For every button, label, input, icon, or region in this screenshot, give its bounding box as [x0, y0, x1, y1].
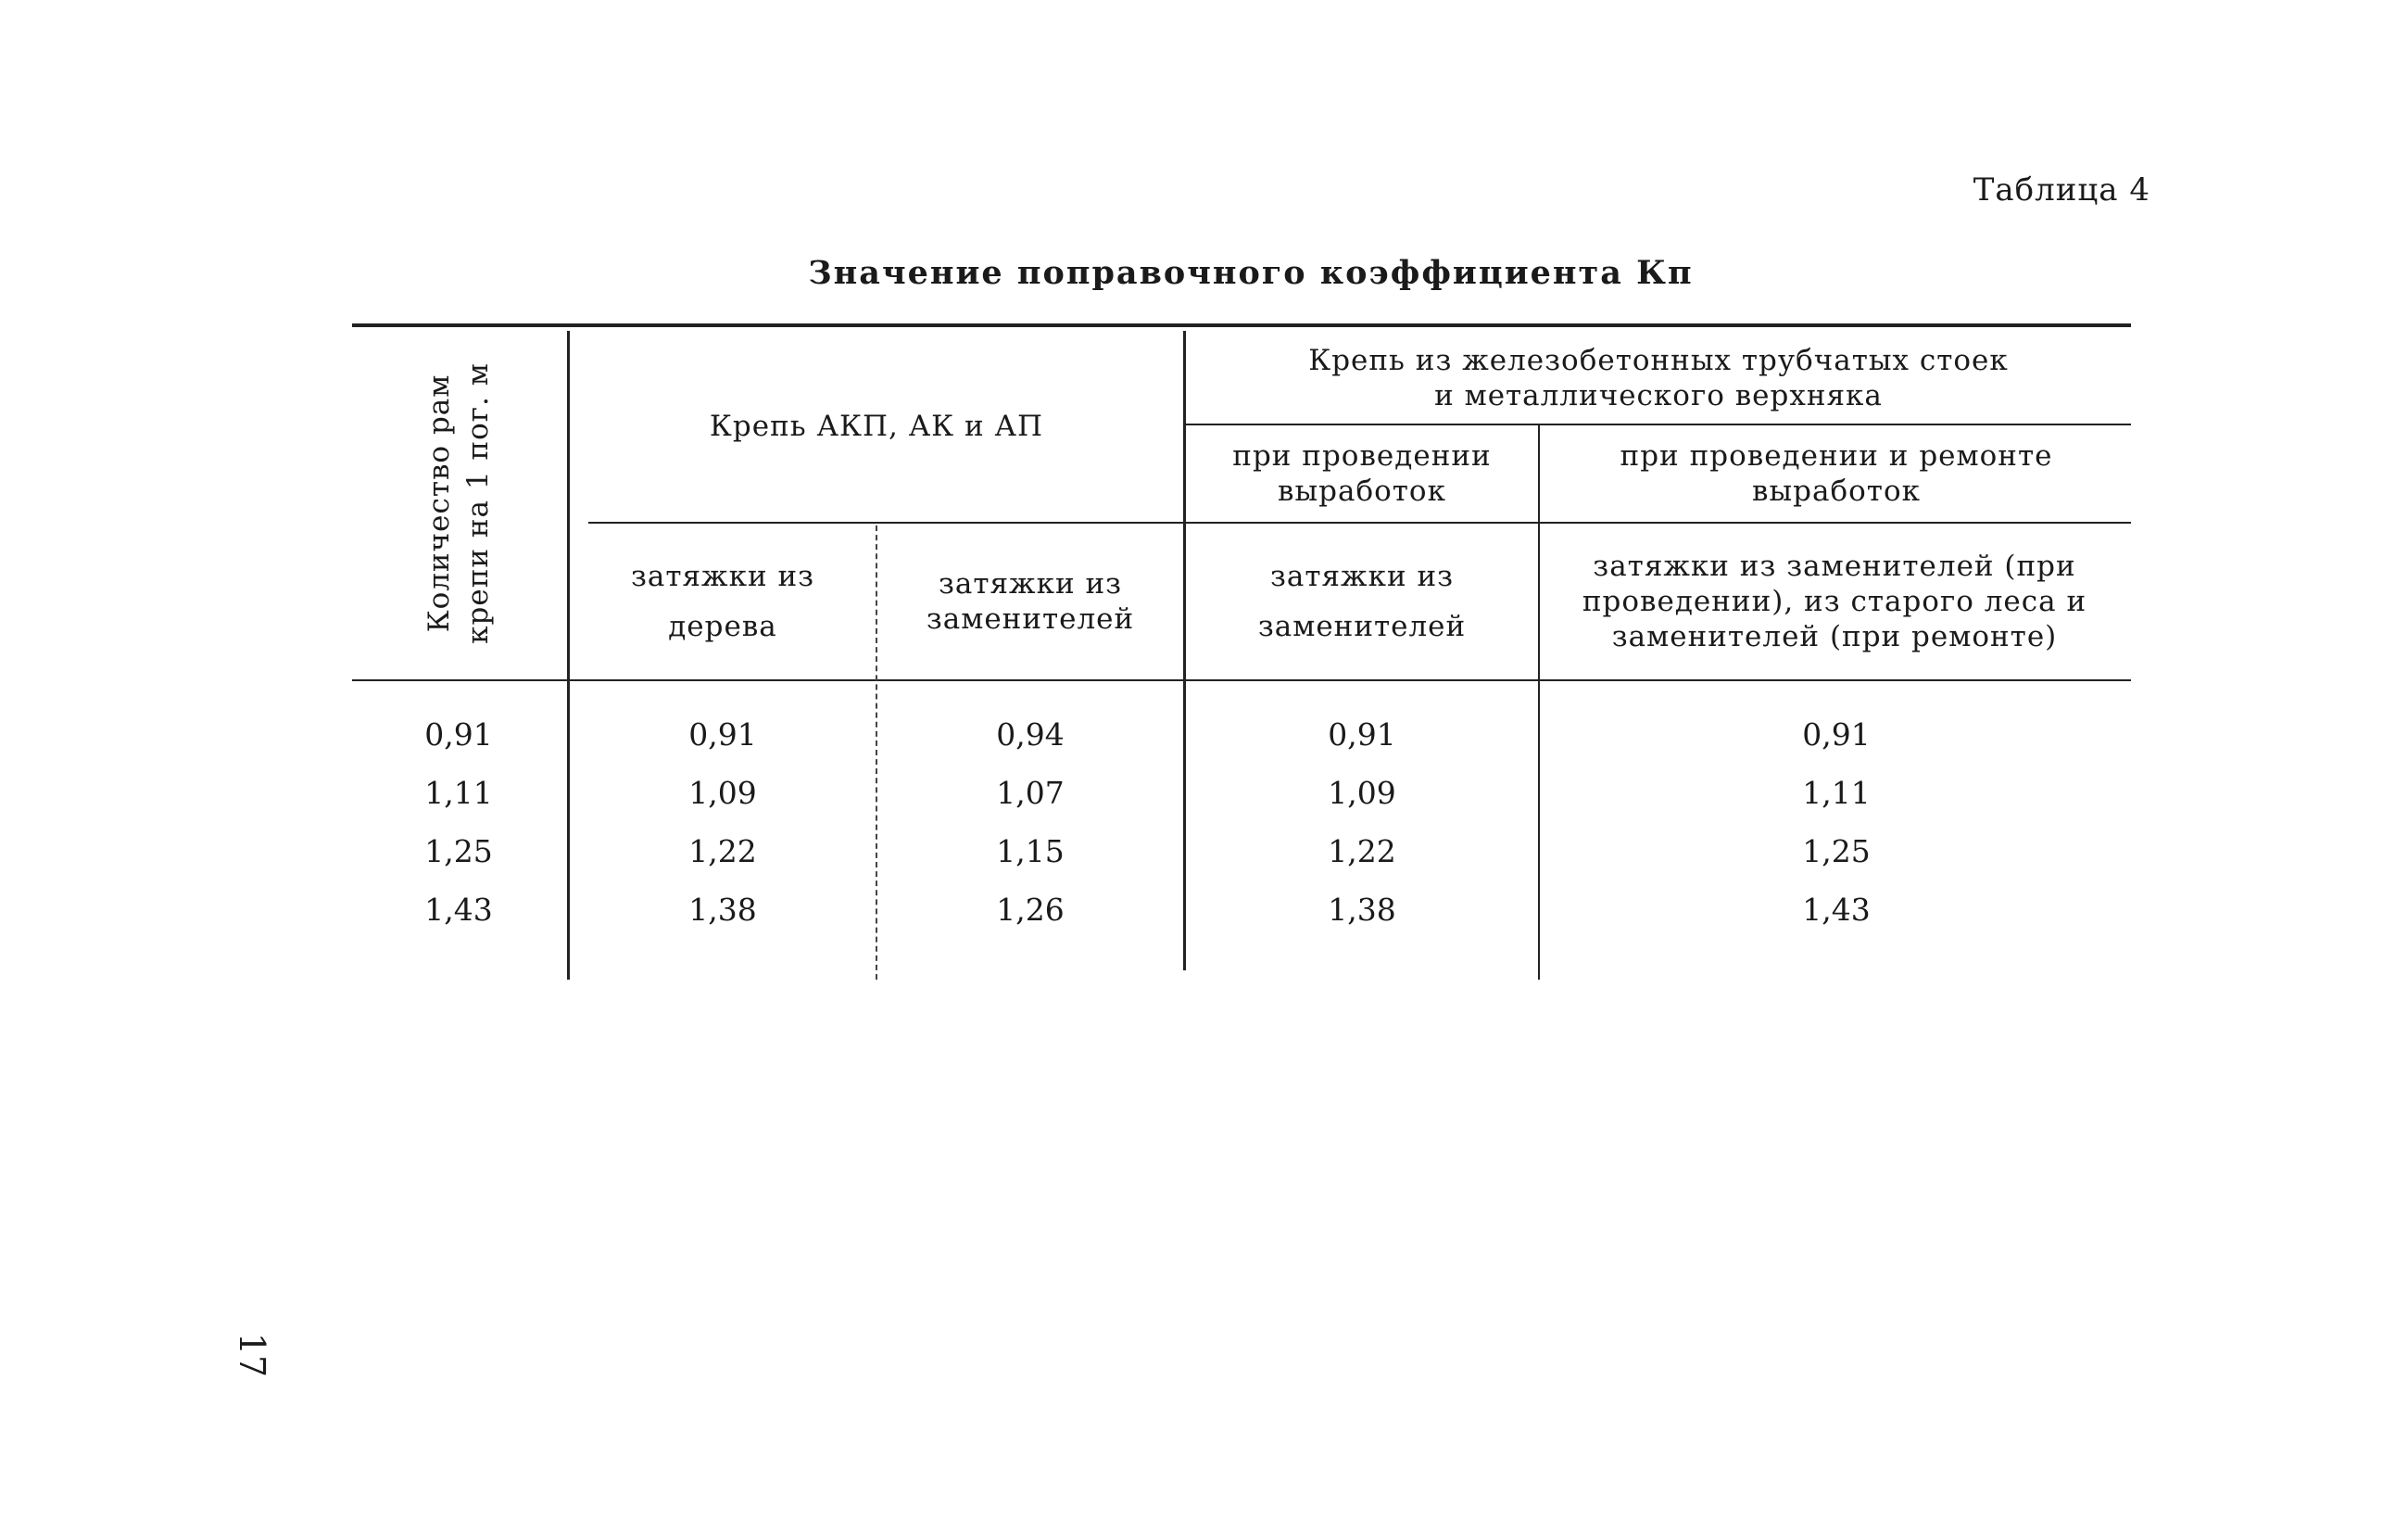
cell-akp-substitute: 1,15 — [996, 833, 1065, 869]
divider-col2 — [876, 525, 877, 980]
page-number: 17 — [232, 1332, 273, 1378]
correction-coefficient-table — [352, 320, 2131, 987]
cell-zhb-substitute: 1,22 — [1328, 833, 1396, 869]
cell-akp-wood: 1,22 — [688, 833, 757, 869]
cell-akp-wood: 1,38 — [688, 892, 757, 928]
cell-akp-wood: 0,91 — [688, 716, 757, 753]
header-col-substitute-lagging-zhb: затяжки из заменителей — [1257, 560, 1467, 643]
divider-col4 — [1538, 424, 1540, 980]
cell-zhb-substitute: 1,09 — [1328, 775, 1396, 811]
header-col-substitute-lagging: затяжки из заменителей — [926, 567, 1135, 636]
subheader-rule — [588, 522, 2131, 524]
cell-akp-substitute: 1,26 — [996, 892, 1065, 928]
header-col-mixed-lagging: затяжки из заменителей (при проведении), из старого леса и заменителей (при ремонте) — [1582, 550, 2087, 653]
table-label: Таблица 4 — [1973, 171, 2150, 209]
header-akp-group: Крепь АКП, АК и АП — [709, 410, 1044, 443]
cell-akp-wood: 1,09 — [688, 775, 757, 811]
header-col-wood-lagging: затяжки из дерева — [630, 560, 815, 643]
table-title: Значение поправочного коэффициента Кп — [808, 254, 1694, 292]
header-sub-provedenie-remont: при проведении и ремонте выработок — [1620, 439, 2053, 508]
cell-zhb-mixed: 1,25 — [1802, 833, 1871, 869]
header-zhb-group: Крепь из железобетонных трубчатых стоек и металлического верхняка — [1308, 344, 2009, 412]
cell-zhb-substitute: 0,91 — [1328, 716, 1396, 753]
cell-zhb-mixed: 1,11 — [1802, 775, 1871, 811]
header-frames-per-meter — [352, 332, 565, 675]
header-bottom-rule — [352, 679, 2131, 681]
divider-col1 — [567, 331, 570, 980]
cell-frames: 1,11 — [424, 775, 493, 811]
cell-akp-substitute: 0,94 — [996, 716, 1065, 753]
cell-frames: 0,91 — [424, 716, 493, 753]
header-sub-provedenie: при проведении выработок — [1232, 439, 1492, 508]
cell-frames: 1,43 — [424, 892, 493, 928]
group-zhb-rule — [1186, 424, 2131, 425]
cell-akp-substitute: 1,07 — [996, 775, 1065, 811]
table-top-rule — [352, 323, 2131, 327]
cell-frames: 1,25 — [424, 833, 493, 869]
header-frames-line2: крепи на 1 пог. м — [461, 362, 495, 644]
cell-zhb-substitute: 1,38 — [1328, 892, 1396, 928]
header-frames-line1: Количество рам — [422, 374, 456, 633]
cell-zhb-mixed: 0,91 — [1802, 716, 1871, 753]
cell-zhb-mixed: 1,43 — [1802, 892, 1871, 928]
